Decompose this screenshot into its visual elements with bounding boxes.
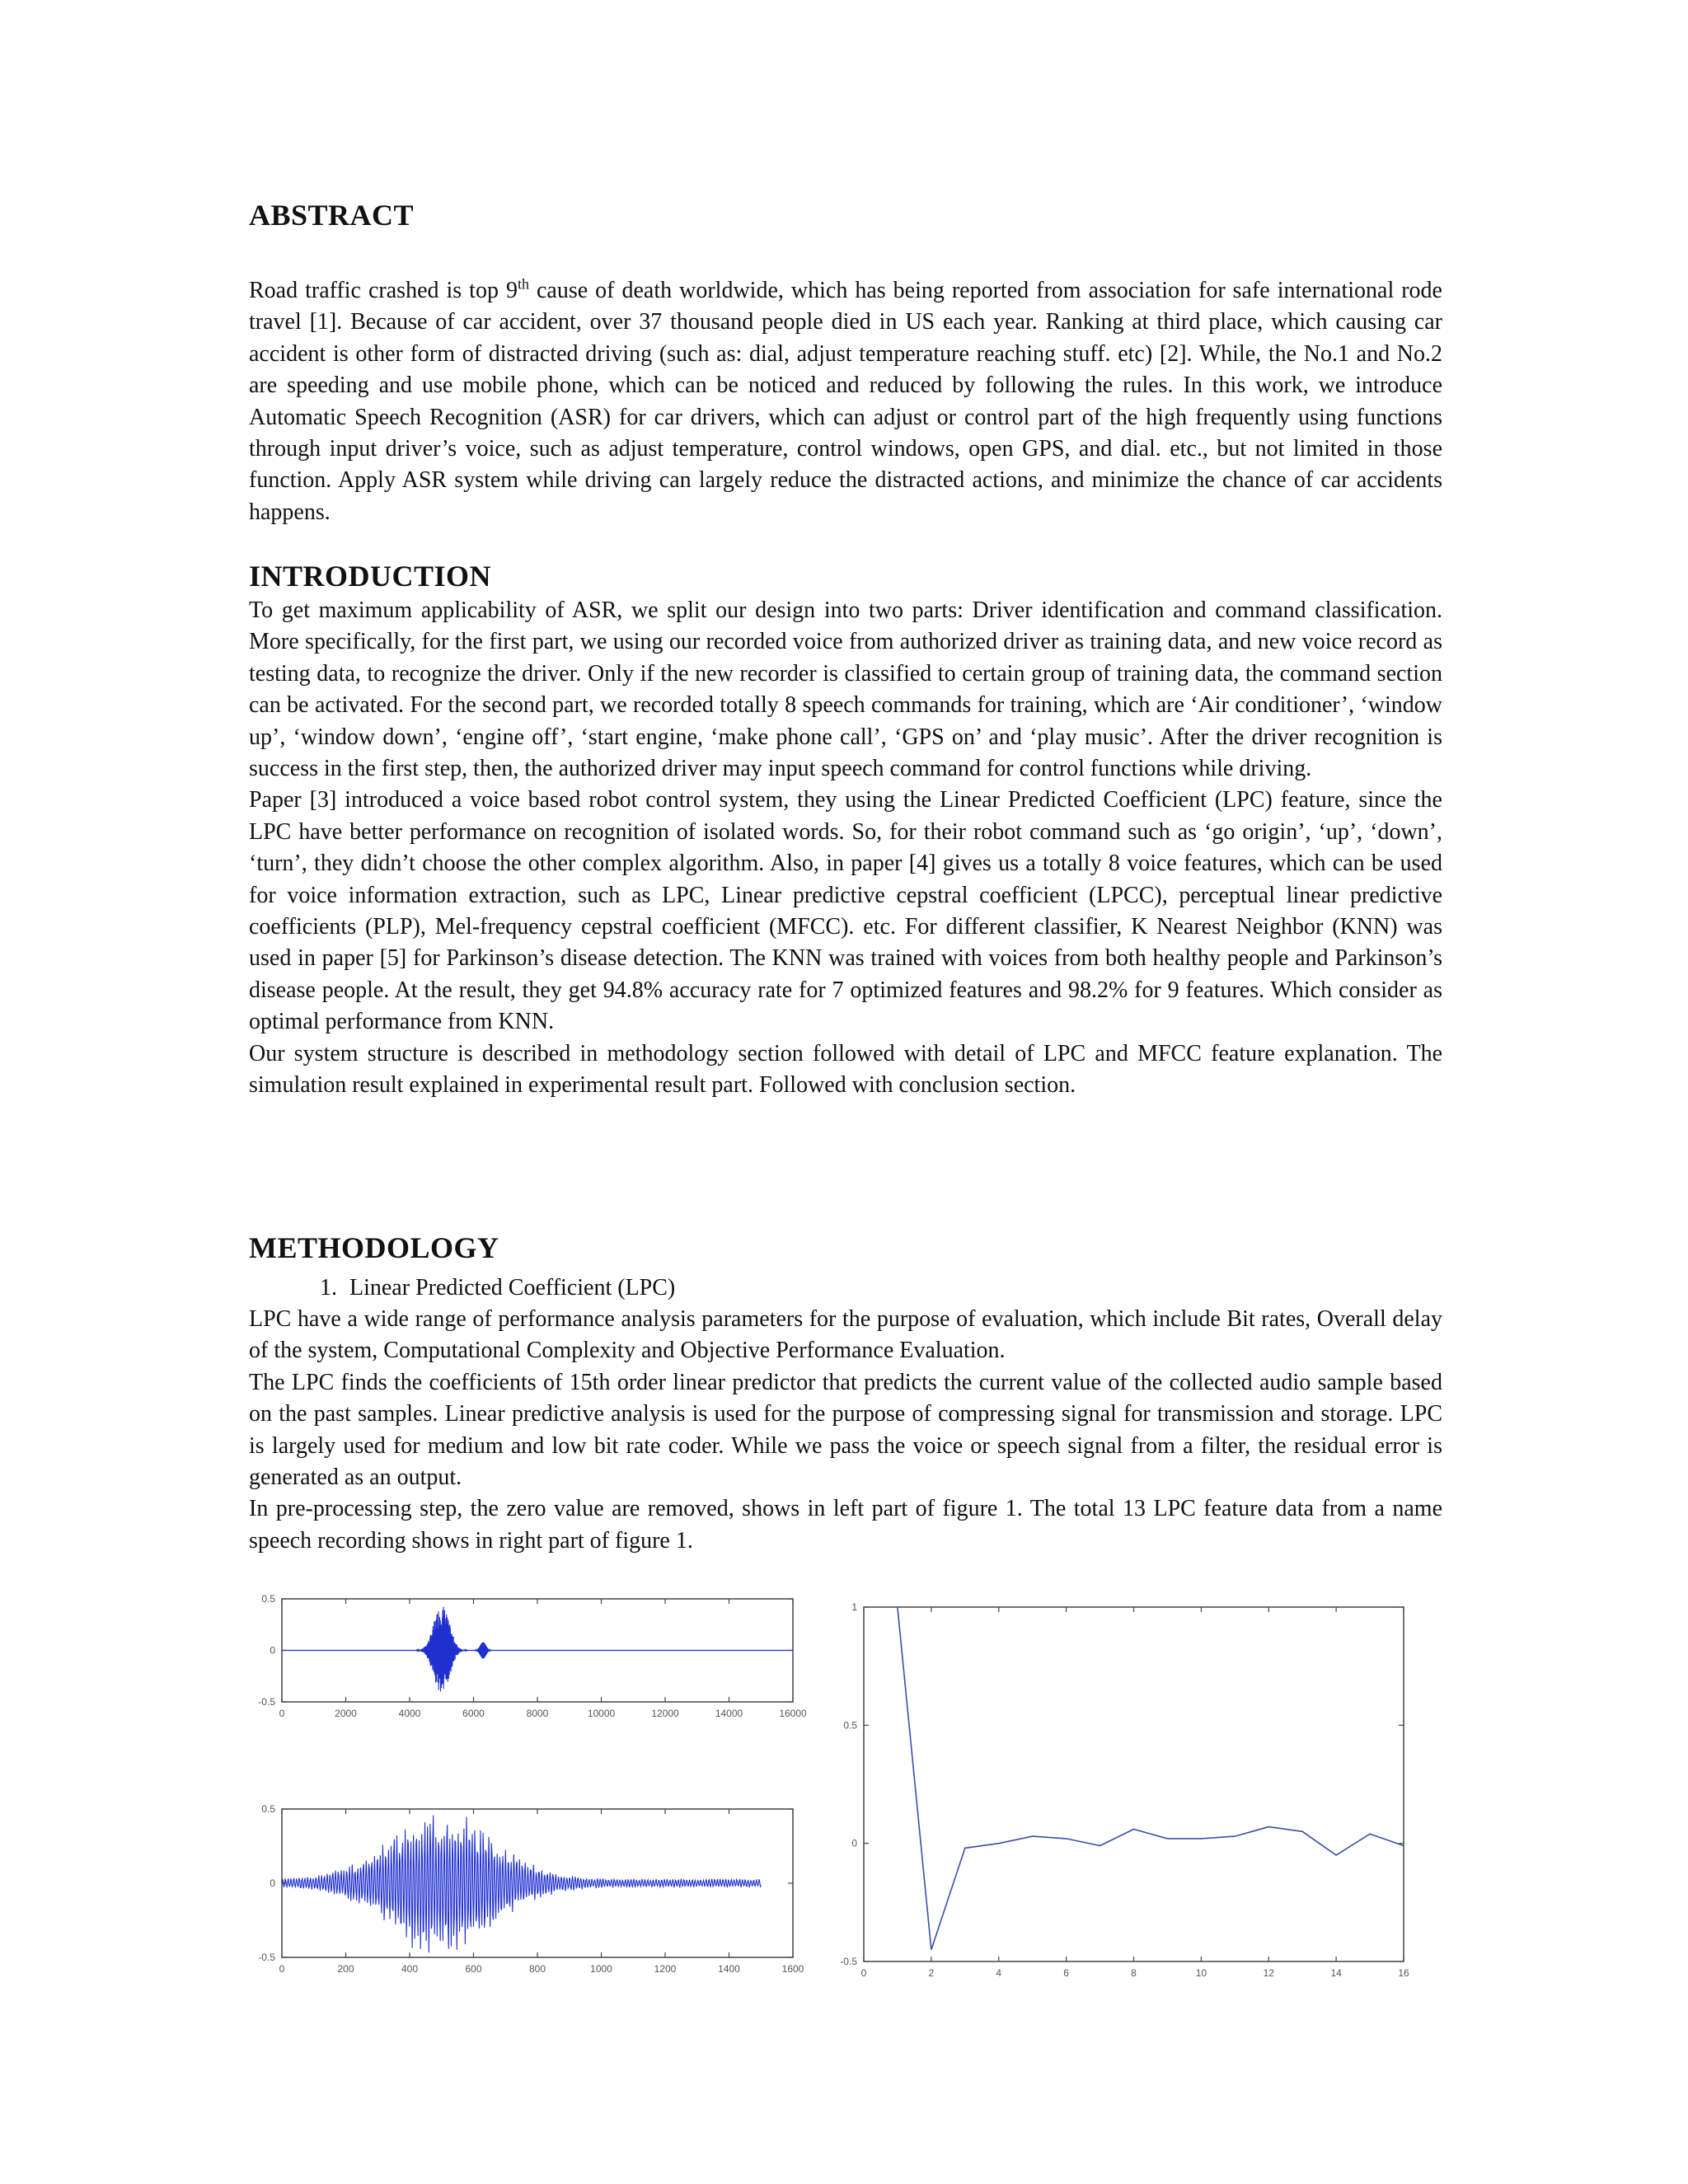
introduction-paragraph-2: Paper [3] introduced a voice based robot control system, they using the Linear Predicted Coefficient (LPC) feature, since the LPC have better performance on recognition of isolated words. So, for their robot command such as ‘go origin’, ‘up’, ‘down’, ‘turn’, they didn’t choose the other complex algorithm. Also, in paper [4] gives us a totally 8 voice features, which can be used for voice information extraction, such as LPC, Linear predictive cepstral coefficient (LPCC), perceptual linear predictive coefficients (PLP), Mel-frequency cepstral coefficient (MFCC). etc. For different classifier, K Nearest Neighbor (KNN) was used in paper [5] for Parkinson’s disease detection. The KNN was trained with voices from both healthy people and Parkinson’s disease people. At the result, they get 94.8% accuracy rate for 7 optimized features and 98.2% for 9 features. Which consider as optimal performance from KNN. — [249, 787, 1442, 1035]
y-tick-label: 0 — [270, 1644, 275, 1657]
x-tick-label: 10 — [1195, 1967, 1207, 1979]
waveform-burst — [416, 1607, 467, 1692]
x-tick-label: 400 — [401, 1963, 419, 1975]
abstract-heading: ABSTRACT — [249, 199, 415, 232]
introduction-paragraph-3: Our system structure is described in methodology section followed with detail of LPC and MFCC feature explanation. The simulation result explained in experimental result part. Followed with conclusion section. — [249, 1040, 1442, 1099]
introduction-paragraph-1: To get maximum applicability of ASR, we split our design into two parts: Driver identification and command classification. More specifically, for the first part, we using our recorded voice from authorized driver as training data, and new voice record as testing data, to recognize the driver. Only if the new recorder is classified to certain group of training data, the command section can be activated. For the second part, we recorded totally 8 speech commands for training, which are ‘Air conditioner’, ‘window up’, ‘window down’, ‘engine off’, ‘start engine, ‘make phone call’, ‘GPS on’ and ‘play music’. After the driver recognition is success in the first step, then, the authorized driver may input speech command for control functions while driving. — [249, 598, 1442, 782]
methodology-heading: METHODOLOGY — [249, 1231, 499, 1264]
x-tick-label: 6000 — [462, 1708, 485, 1719]
x-tick-label: 6 — [1063, 1967, 1069, 1979]
lpc-series-line — [898, 1607, 1404, 1950]
methodology-paragraph-2: The LPC finds the coefficients of 15th order linear predictor that predicts the current value of the collected audio sample based on the past samples. Linear predictive analysis is used for the purpose of compressing signal for transmission and storage. LPC is largely used for medium and low bit rate coder. While we pass the voice or speech signal from a filter, the residual error is generated as an output. — [249, 1369, 1442, 1491]
y-tick-label: -0.5 — [840, 1956, 857, 1967]
x-tick-label: 600 — [465, 1963, 482, 1975]
x-tick-label: 1400 — [718, 1963, 740, 1975]
methodology-paragraph-1: LPC have a wide range of performance analysis parameters for the purpose of evaluation, which include Bit rates, Overall delay of the system, Computational Complexity and Objective Performance Evaluation. — [249, 1306, 1442, 1364]
x-tick-label: 1000 — [590, 1963, 612, 1975]
x-tick-label: 16 — [1398, 1967, 1409, 1979]
x-tick-label: 0 — [279, 1708, 285, 1719]
y-tick-label: 0.5 — [261, 1803, 275, 1815]
methodology-paragraph-3: In pre-processing step, the zero value are removed, shows in left part of figure 1. The total 13 LPC feature data from a name speech recording shows in right part of figure 1. — [249, 1496, 1442, 1554]
waveform-full-chart — [258, 1593, 807, 1719]
x-tick-label: 1200 — [654, 1963, 677, 1975]
x-tick-label: 14 — [1330, 1967, 1342, 1979]
x-tick-label: 8000 — [526, 1708, 549, 1719]
x-tick-label: 4 — [996, 1967, 1002, 1979]
abstract-text-rest: cause of death worldwide, which has being reported from association for safe international rode travel [1]. Because of car accident, over 37 thousand people died in US each year. Ranking at third place, which causing car accident is other form of distracted driving (such as: dial, adjust temperature reaching stuff. etc) [2]. While, the No.1 and No.2 are speeding and use mobile phone, which can be noticed and reduced by following the rules. In this work, we introduce Automatic Speech Recognition (ASR) for car drivers, which can adjust or control part of the high frequently using functions through input driver’s voice, such as adjust temperature, control windows, open GPS, and dial. etc., but not limited in those function. Apply ASR system while driving can largely reduce the distracted actions, and minimize the chance of car accidents happens. — [249, 278, 1442, 525]
x-tick-label: 12000 — [651, 1708, 679, 1719]
waveform-trimmed-series — [282, 1816, 761, 1953]
x-tick-label: 2000 — [335, 1708, 357, 1719]
x-tick-label: 0 — [279, 1963, 285, 1975]
x-tick-label: 16000 — [779, 1708, 807, 1719]
y-tick-label: 1 — [851, 1601, 857, 1613]
x-tick-label: 14000 — [715, 1708, 743, 1719]
x-tick-label: 12 — [1263, 1967, 1274, 1979]
abstract-superscript: th — [517, 275, 529, 293]
y-tick-label: -0.5 — [258, 1696, 275, 1708]
list-item-label: Linear Predicted Coefficient (LPC) — [349, 1275, 676, 1301]
x-tick-label: 0 — [860, 1967, 867, 1979]
x-tick-label: 8 — [1131, 1967, 1137, 1979]
x-tick-label: 1600 — [781, 1963, 804, 1975]
y-tick-label: 0.5 — [843, 1719, 857, 1732]
x-tick-label: 200 — [337, 1963, 354, 1975]
abstract-text-start: Road traffic crashed is top 9 — [249, 278, 518, 303]
waveform-trimmed-chart — [258, 1803, 804, 1975]
introduction-heading: INTRODUCTION — [249, 560, 492, 593]
y-tick-label: 0.5 — [261, 1593, 275, 1605]
x-tick-label: 800 — [528, 1963, 546, 1975]
x-tick-label: 4000 — [398, 1708, 421, 1719]
y-tick-label: 0 — [851, 1837, 857, 1849]
waveform-small-burst — [475, 1643, 490, 1659]
list-item-number: 1. — [320, 1275, 337, 1301]
y-tick-label: -0.5 — [258, 1952, 275, 1963]
x-tick-label: 2 — [928, 1967, 935, 1979]
y-tick-label: 0 — [270, 1877, 275, 1889]
lpc-coefficients-chart — [840, 1601, 1409, 1979]
x-tick-label: 10000 — [587, 1708, 616, 1719]
